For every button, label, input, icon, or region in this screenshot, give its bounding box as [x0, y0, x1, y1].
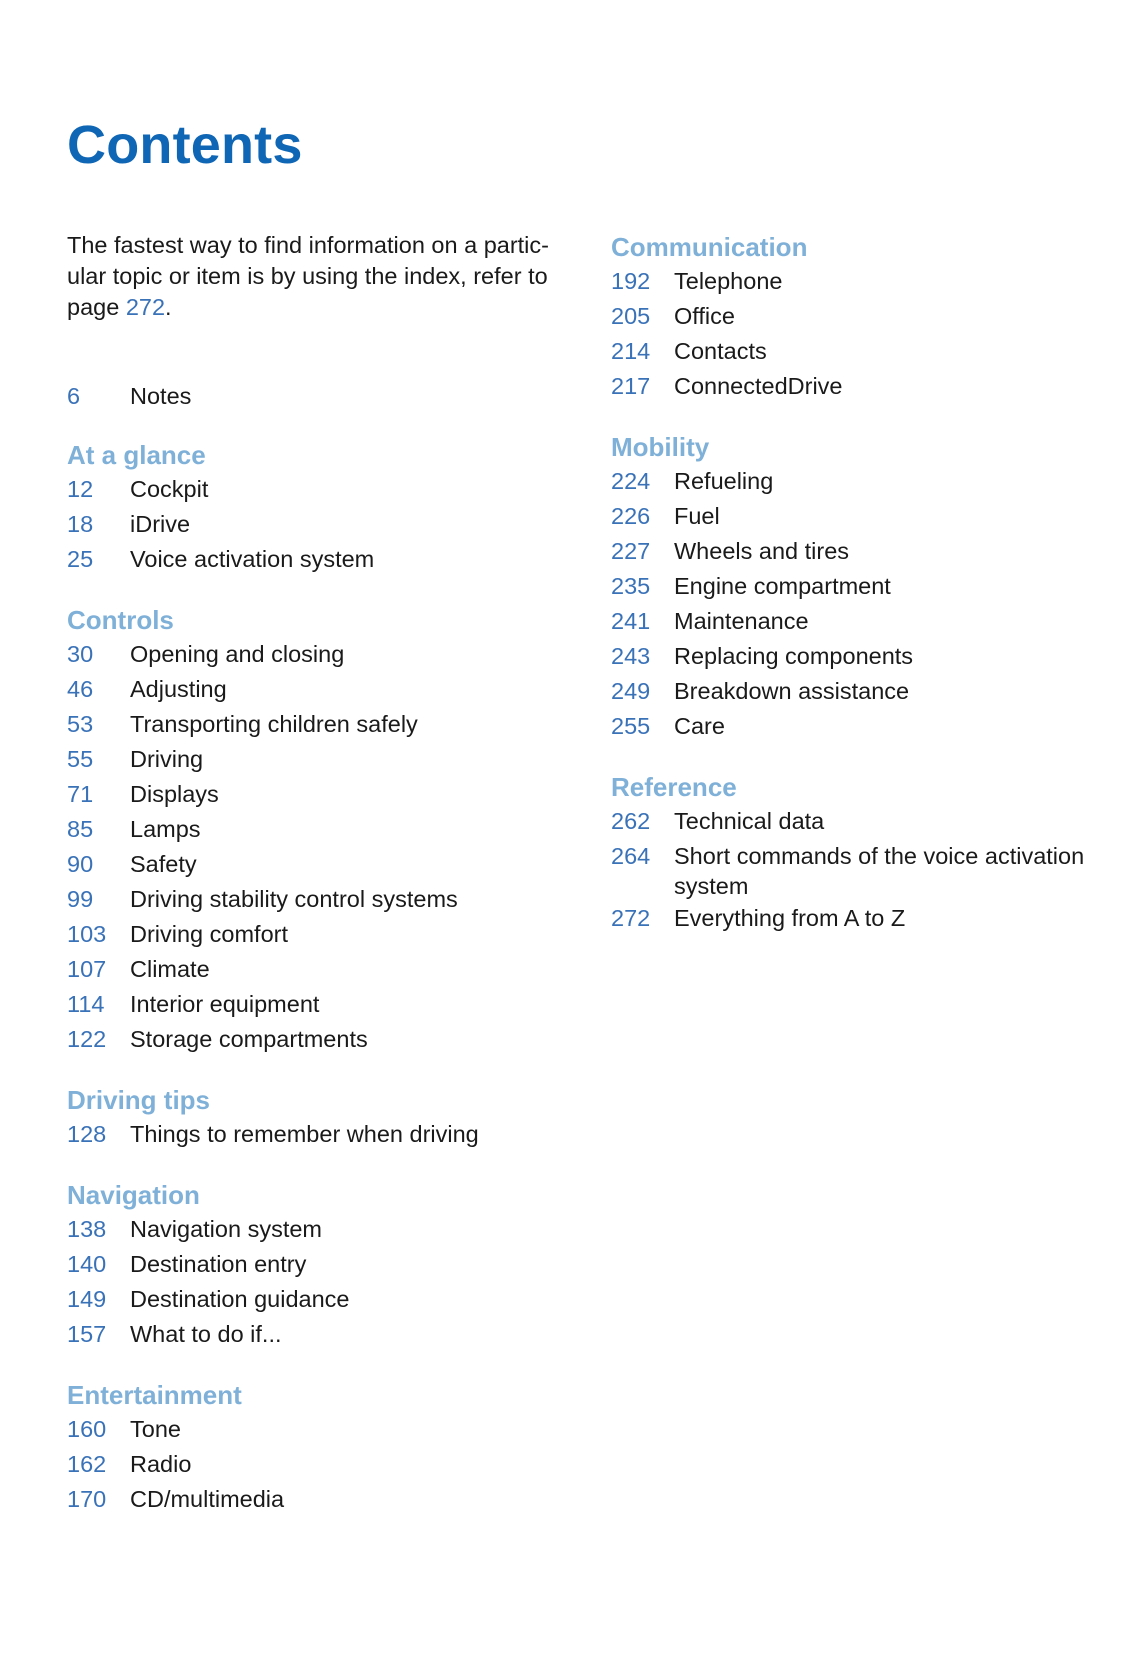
toc-title[interactable]: ConnectedDrive: [674, 373, 843, 399]
toc-page-number[interactable]: 18: [67, 511, 94, 537]
intro-page-link[interactable]: 272: [125, 294, 166, 320]
toc-title[interactable]: What to do if...: [130, 1321, 282, 1347]
toc-title[interactable]: Telephone: [674, 268, 783, 294]
toc-title[interactable]: Displays: [130, 781, 219, 807]
right-column: [611, 230, 1111, 962]
toc-item[interactable]: [67, 777, 577, 812]
toc-item[interactable]: [67, 507, 577, 542]
toc-item[interactable]: [611, 604, 1111, 639]
section-controls: [67, 603, 577, 1057]
toc-title[interactable]: Everything from A to Z: [674, 905, 906, 931]
section-navigation: [67, 1178, 577, 1352]
section-heading[interactable]: At a glance: [67, 440, 206, 470]
toc-item[interactable]: [611, 901, 1111, 936]
toc-page-number[interactable]: 122: [67, 1026, 107, 1052]
toc-page-number[interactable]: 264: [611, 843, 651, 869]
toc-page-number[interactable]: 128: [67, 1121, 107, 1147]
toc-title[interactable]: Lamps: [130, 816, 201, 842]
toc-item[interactable]: [67, 1247, 577, 1282]
toc-page-number[interactable]: 99: [67, 886, 94, 912]
toc-title[interactable]: Safety: [130, 851, 197, 877]
left-sections: [67, 438, 577, 1517]
toc-item[interactable]: [611, 709, 1111, 744]
toc-page-number[interactable]: 192: [611, 268, 651, 294]
toc-item[interactable]: [611, 639, 1111, 674]
toc-page-number[interactable]: 25: [67, 546, 94, 572]
toc-item[interactable]: [67, 1212, 577, 1247]
toc-title[interactable]: Climate: [130, 956, 210, 982]
toc-page-number[interactable]: 103: [67, 921, 107, 947]
intro-paragraph: [67, 230, 577, 323]
toc-page-number[interactable]: 227: [611, 538, 651, 564]
section-reference: [611, 770, 1111, 936]
toc-title[interactable]: Technical data: [674, 808, 825, 834]
toc-item[interactable]: [611, 839, 1111, 901]
toc-page-number[interactable]: 46: [67, 676, 94, 702]
toc-page-number[interactable]: 224: [611, 468, 651, 494]
toc-page-number[interactable]: 157: [67, 1321, 107, 1347]
section-communication: [611, 230, 1111, 404]
toc-title[interactable]: Wheels and tires: [674, 538, 850, 564]
section-heading[interactable]: Entertainment: [67, 1380, 242, 1410]
toc-item[interactable]: [67, 1317, 577, 1352]
toc-item[interactable]: [67, 379, 577, 414]
intro-text: The fastest way to find information on a particular topic or item is by using the index, refer to page: [67, 232, 549, 320]
toc-item[interactable]: [67, 1282, 577, 1317]
toc-page-number[interactable]: 53: [67, 711, 94, 737]
section-heading[interactable]: Communication: [611, 232, 808, 262]
toc-item[interactable]: [67, 882, 577, 917]
toc-title[interactable]: Breakdown assistance: [674, 678, 910, 704]
toc-item[interactable]: [611, 299, 1111, 334]
toc-item[interactable]: [611, 334, 1111, 369]
toc-item[interactable]: [611, 534, 1111, 569]
toc-item[interactable]: [67, 742, 577, 777]
toc-page-number[interactable]: 6: [67, 383, 81, 409]
toc-title[interactable]: Radio: [130, 1451, 192, 1477]
toc-list: [67, 472, 577, 577]
toc-item[interactable]: [611, 674, 1111, 709]
toc-title[interactable]: Destination entry: [130, 1251, 307, 1277]
toc-title[interactable]: Adjusting: [130, 676, 227, 702]
toc-item[interactable]: [67, 637, 577, 672]
toc-item[interactable]: [67, 1447, 577, 1482]
toc-title[interactable]: Fuel: [674, 503, 720, 529]
right-sections: [611, 230, 1111, 936]
toc-item[interactable]: [611, 464, 1111, 499]
toc-list: [67, 1212, 577, 1352]
toc-page-number[interactable]: 262: [611, 808, 651, 834]
toc-page-number[interactable]: 160: [67, 1416, 107, 1442]
toc-item[interactable]: [67, 542, 577, 577]
section-heading[interactable]: Mobility: [611, 432, 710, 462]
toc-title[interactable]: Transporting children safely: [130, 711, 418, 737]
toc-list: [67, 637, 577, 1057]
toc-title[interactable]: CD/multimedia: [130, 1486, 285, 1512]
toc-title[interactable]: Maintenance: [674, 608, 809, 634]
toc-item[interactable]: [611, 369, 1111, 404]
left-column: [67, 230, 577, 1543]
section-mobility: [611, 430, 1111, 744]
toc-page-number[interactable]: 241: [611, 608, 651, 634]
toc-page-number[interactable]: 55: [67, 746, 94, 772]
toc-item[interactable]: [67, 847, 577, 882]
toc-page-number[interactable]: 170: [67, 1486, 107, 1512]
toc-title[interactable]: Office: [674, 303, 735, 329]
toc-title[interactable]: Replacing components: [674, 643, 914, 669]
toc-page-number[interactable]: 272: [611, 905, 651, 931]
section-heading[interactable]: Reference: [611, 772, 737, 802]
toc-title[interactable]: Opening and closing: [130, 641, 345, 667]
toc-item[interactable]: [611, 804, 1111, 839]
toc-page-number[interactable]: 249: [611, 678, 651, 704]
toc-list: [611, 464, 1111, 744]
toc-list: [611, 804, 1111, 936]
toc-page-number[interactable]: 243: [611, 643, 651, 669]
toc-page-number[interactable]: 140: [67, 1251, 107, 1277]
section-entertainment: [67, 1378, 577, 1517]
toc-item[interactable]: [611, 569, 1111, 604]
toc-title[interactable]: Driving stability control systems: [130, 886, 458, 912]
toc-item[interactable]: [611, 264, 1111, 299]
toc-title[interactable]: Destination guidance: [130, 1286, 350, 1312]
toc-title[interactable]: iDrive: [130, 511, 191, 537]
toc-title[interactable]: Navigation system: [130, 1216, 322, 1242]
toc-page-number[interactable]: 235: [611, 573, 651, 599]
toc-list: [67, 1117, 577, 1152]
toc-page-number[interactable]: 85: [67, 816, 94, 842]
toc-page-number[interactable]: 214: [611, 338, 651, 364]
toc-item[interactable]: [67, 987, 577, 1022]
toc-title[interactable]: Engine compartment: [674, 573, 891, 599]
toc-page-number[interactable]: 90: [67, 851, 94, 877]
toc-page-number[interactable]: 12: [67, 476, 94, 502]
toc-title[interactable]: Voice activation system: [130, 546, 375, 572]
toc-page-number[interactable]: 162: [67, 1451, 107, 1477]
section-driving-tips: [67, 1083, 577, 1152]
toc-item[interactable]: [67, 1482, 577, 1517]
section-heading[interactable]: Controls: [67, 605, 174, 635]
toc-page-number[interactable]: 205: [611, 303, 651, 329]
toc-title[interactable]: Notes: [130, 383, 192, 409]
toc-page-number[interactable]: 217: [611, 373, 651, 399]
toc-page-number[interactable]: 255: [611, 713, 651, 739]
toc-page-number[interactable]: 149: [67, 1286, 107, 1312]
toc-item[interactable]: [67, 812, 577, 847]
toc-title[interactable]: Things to remember when driving: [130, 1121, 479, 1147]
section-heading[interactable]: Navigation: [67, 1180, 200, 1210]
section-at-a-glance: [67, 438, 577, 577]
toc-item[interactable]: [67, 1022, 577, 1057]
toc-page-number[interactable]: 226: [611, 503, 651, 529]
toc-item[interactable]: [67, 1117, 577, 1152]
toc-title[interactable]: Driving comfort: [130, 921, 289, 947]
toc-title[interactable]: Contacts: [674, 338, 767, 364]
toc-page-number[interactable]: 71: [67, 781, 94, 807]
toc-title[interactable]: Storage compartments: [130, 1026, 368, 1052]
toc-page-number[interactable]: 138: [67, 1216, 107, 1242]
toc-item[interactable]: [67, 917, 577, 952]
toc-item[interactable]: [67, 952, 577, 987]
toc-page-number[interactable]: 114: [67, 991, 105, 1017]
toc-list: [611, 264, 1111, 404]
toc-list: [67, 1412, 577, 1517]
toc-item[interactable]: [67, 672, 577, 707]
page-title: Contents: [67, 115, 303, 175]
toc-page-number[interactable]: 107: [67, 956, 107, 982]
toc-title[interactable]: Care: [674, 713, 725, 739]
section-heading[interactable]: Driving tips: [67, 1085, 211, 1115]
toc-title[interactable]: Driving: [130, 746, 204, 772]
toc-item[interactable]: [67, 1412, 577, 1447]
notes-entry: [67, 379, 577, 414]
toc-item[interactable]: [67, 472, 577, 507]
toc-page-number[interactable]: 30: [67, 641, 94, 667]
toc-title[interactable]: Refueling: [674, 468, 774, 494]
intro-suffix: .: [165, 294, 172, 320]
toc-item[interactable]: [611, 499, 1111, 534]
toc-title[interactable]: Tone: [130, 1416, 181, 1442]
toc-title[interactable]: Interior equipment: [130, 991, 320, 1017]
toc-title[interactable]: Cockpit: [130, 476, 209, 502]
toc-item[interactable]: [67, 707, 577, 742]
toc-title[interactable]: Short commands of the voice activation system: [674, 843, 1085, 899]
